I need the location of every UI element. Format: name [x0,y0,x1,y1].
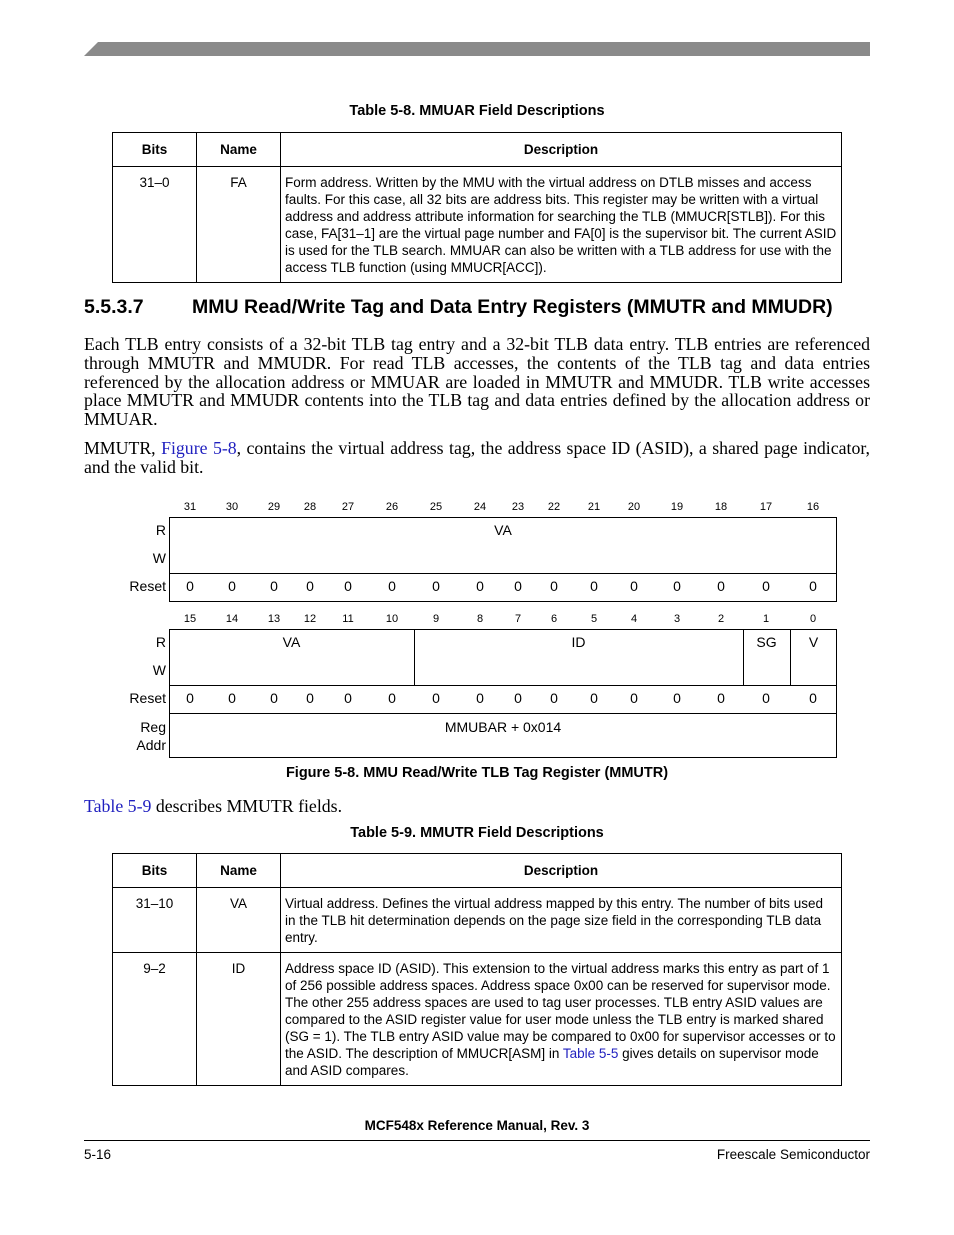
bit-number: 31 [183,501,197,513]
table-5-5-link[interactable]: Table 5-5 [562,1046,619,1061]
column-header-name: Name [197,133,281,167]
reset-value: 0 [388,690,396,706]
write-label: W [152,662,166,678]
table-5-8 [112,132,842,283]
reset-value: 0 [228,690,236,706]
table-row [113,888,842,953]
bit-number: 29 [267,501,281,513]
table-5-9-caption: Table 5-9. MMUTR Field Descriptions [350,825,604,841]
column-header-bits: Bits [113,854,197,888]
va-lower-field: VA [282,634,301,650]
write-label: W [152,550,166,566]
reset-value: 0 [673,578,681,594]
bits-cell: 9–2 [113,953,197,1086]
reg-label: Reg [140,719,166,735]
bit-number: 20 [627,501,641,513]
footer-company: Freescale Semiconductor [716,1147,870,1162]
reset-value: 0 [809,690,817,706]
reset-label: Reset [129,578,166,594]
column-header-name: Name [197,854,281,888]
reset-value: 0 [630,578,638,594]
reset-value: 0 [228,578,236,594]
body-paragraph-2: MMUTR, Figure 5-8, contains the virtual address tag, the address space ID (ASID), a shared page indicator, and the valid bit. [84,438,871,477]
bit-number: 3 [673,613,681,625]
register-address: MMUBAR + 0x014 [444,719,562,735]
column-header-bits: Bits [113,133,197,167]
reset-value: 0 [476,578,484,594]
bit-number: 30 [225,501,239,513]
column-header-description: Description [281,854,842,888]
reset-value: 0 [306,690,314,706]
bit-number: 2 [717,613,725,625]
read-label: R [155,634,166,650]
bits-cell: 31–10 [113,888,197,953]
bit-number: 17 [759,501,773,513]
body-paragraph-1: Each TLB entry consists of a 32-bit TLB tag entry and a 32-bit TLB data entry. TLB entries are referenced through MMUTR and MMUDR. For read TLB accesses, the contents of the TLB tag and data entries referenced by the allocation address or MMUAR are loaded in MMUTR and MMUDR. TLB write accesses place MMUTR and MMUDR contents into the TLB tag and data entries defined by the allocation address or MMUAR. [84,334,870,430]
bit-number: 22 [547,501,561,513]
figure-caption: Figure 5-8. MMU Read/Write TLB Tag Register (MMUTR) [285,765,669,781]
v-field: V [808,634,819,650]
read-label: R [155,522,166,538]
bit-number: 25 [429,501,443,513]
description-cell: Virtual address. Defines the virtual address mapped by this entry. The number of bits used in the TLB hit determination depends on the page size field in the corresponding TLB data entry. [281,888,842,953]
reset-value: 0 [476,690,484,706]
reset-value: 0 [630,690,638,706]
reset-value: 0 [673,690,681,706]
table-row [113,953,842,1086]
table-5-9-link[interactable]: Table 5-9 [84,796,152,816]
bit-number: 16 [806,501,820,513]
reset-value: 0 [590,690,598,706]
bit-number: 6 [550,613,558,625]
name-cell: FA [197,167,281,283]
table-row [113,167,842,283]
id-field: ID [571,634,586,650]
section-title: MMU Read/Write Tag and Data Entry Registers (MMUTR and MMUDR) [192,296,833,318]
reset-value: 0 [717,578,725,594]
reset-value: 0 [432,690,440,706]
bit-number: 14 [225,613,239,625]
reset-value: 0 [186,690,194,706]
bit-number: 12 [303,613,317,625]
reset-value: 0 [514,578,522,594]
footer-manual-title: MCF548x Reference Manual, Rev. 3 [364,1118,590,1133]
reset-value: 0 [344,578,352,594]
reset-value: 0 [590,578,598,594]
reset-value: 0 [270,578,278,594]
footer-divider [84,1140,870,1141]
sg-field: SG [756,634,777,650]
reset-value: 0 [762,690,770,706]
name-cell: VA [197,888,281,953]
reset-value: 0 [809,578,817,594]
reset-value: 0 [717,690,725,706]
section-heading [84,296,833,319]
description-cell: Address space ID (ASID). This extension to the virtual address marks this entry as part of 1 of 256 possible address spaces. Address space 0x00 can be reserved for supervisor mode. The other 255 address spaces are used to tag user processes. TLB entry ASID values are compared to the ASID register value for user mode unless the TLB entry is marked shared (SG = 1). The TLB entry ASID value may be compared to 0x00 for supervisor accesses or to the ASID. The description of MMUCR[ASM] in Table 5-5 gives details on supervisor mode and ASID compares. [281,953,842,1086]
header-banner [84,42,870,56]
bit-number: 5 [590,613,598,625]
reset-value: 0 [388,578,396,594]
bit-number: 0 [809,613,817,625]
reset-value: 0 [186,578,194,594]
bit-number: 7 [514,613,522,625]
bit-number: 26 [385,501,399,513]
reset-value: 0 [762,578,770,594]
bit-number: 4 [630,613,638,625]
bit-number: 15 [183,613,197,625]
name-cell: ID [197,953,281,1086]
bit-number: 9 [432,613,440,625]
reset-value: 0 [550,578,558,594]
reset-value: 0 [344,690,352,706]
va-upper-field: VA [494,522,512,538]
bits-cell: 31–0 [113,167,197,283]
bit-number: 23 [511,501,525,513]
reset-label: Reset [129,690,166,706]
bit-number: 27 [341,501,355,513]
table-5-9 [112,853,842,1086]
figure-5-8-link[interactable]: Figure 5-8 [161,438,237,458]
bit-number: 1 [762,613,770,625]
addr-label: Addr [136,737,166,753]
reset-value: 0 [306,578,314,594]
reset-value: 0 [432,578,440,594]
bit-number: 10 [385,613,399,625]
bit-number: 24 [473,501,487,513]
reset-value: 0 [270,690,278,706]
table-5-8-caption: Table 5-8. MMUAR Field Descriptions [349,103,605,119]
bit-number: 21 [587,501,601,513]
bit-number: 11 [342,613,354,625]
column-header-description: Description [281,133,842,167]
body-paragraph-3: Table 5-9 describes MMUTR fields. [84,796,343,816]
description-cell: Form address. Written by the MMU with the virtual address on DTLB misses and access faults. For this case, all 32 bits are address bits. This register may be written with a virtual address and address attribute information for searching the TLB (MMUCR[STLB]). For this case, FA[31–1] are the virtual page number and FA[0] is the supervisor bit. The current ASID is used for the TLB search. MMUAR can also be written with a TLB address for use with the access TLB function (using MMUCR[ACC]). [281,167,842,283]
page-number: 5-16 [84,1147,112,1162]
reset-value: 0 [550,690,558,706]
bit-number: 19 [670,501,684,513]
reset-value: 0 [514,690,522,706]
bit-number: 28 [303,501,317,513]
section-number: 5.5.3.7 [84,296,144,318]
bit-number: 18 [714,501,728,513]
bit-number: 8 [476,613,484,625]
bit-number: 13 [267,613,281,625]
